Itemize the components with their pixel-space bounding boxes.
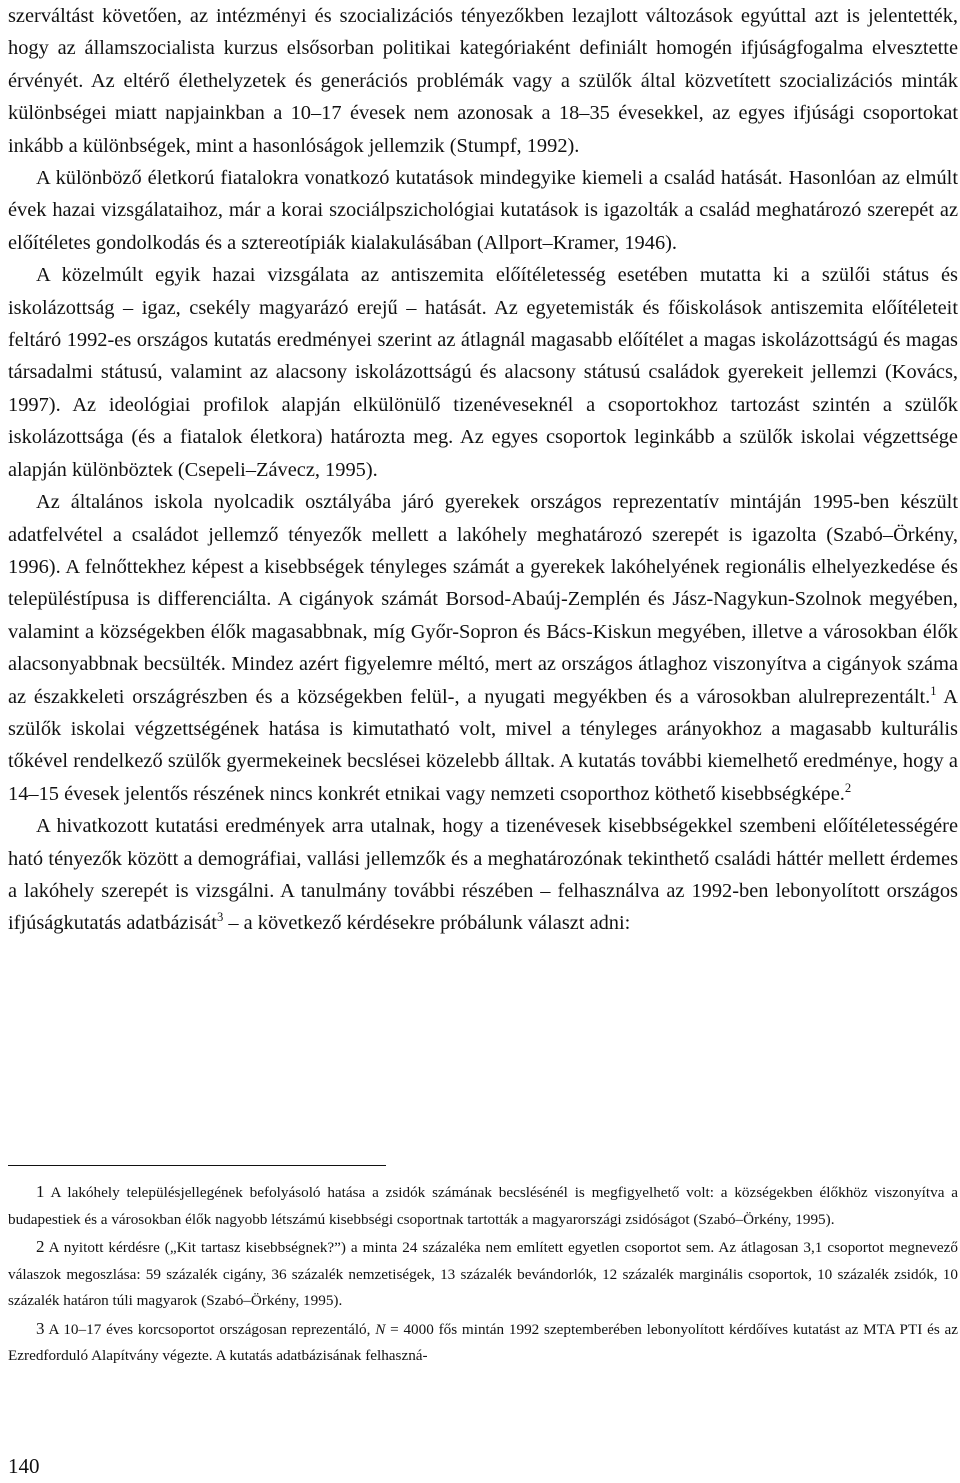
footnote-separator (8, 1165, 386, 1166)
footnote-text: A lakóhely településjellegének befolyásoló hatása a zsidók számának becslésénél is megfigyelhető volt: a községekben élőkhöz viszonyítva a budapestiek és a városokban élők nagyobb létszámú kisebbségi csoportnak tartották a magyarországi zsidóságot (Szabó–Örkény, 1995). (8, 1184, 958, 1228)
paragraph (8, 486, 958, 810)
footnote-number: 1 (36, 1182, 45, 1201)
page-number: 140 (8, 1454, 40, 1478)
paragraph-text: A különböző életkorú fiatalokra vonatkozó kutatások mindegyike kiemeli a család hatását. Hasonlóan az elmúlt évek hazai vizsgálataihoz, már a korai szociálpszichológiai kutatások is igazolták a család meghatározó szerepét az előítéletes gondolkodás és a sztereotípiák kialakulásában (Allport–Kramer, 1946). (8, 167, 958, 254)
footnotes (8, 1179, 958, 1371)
paragraph-text: – a következő kérdésekre próbálunk választ adni: (223, 912, 631, 935)
footnote (8, 1234, 958, 1315)
paragraph-text: A közelmúlt egyik hazai vizsgálata az antiszemita előítéletesség esetében mutatta ki a szülői státus és iskolázottság – igaz, csekély magyarázó erejű – hatását. Az egyetemisták és főiskolások antiszemita előítéleteit feltáró 1992-es országos kutatás eredményei szerint az átlagnál magasabb előítélet a magas iskolázottságú és magas társadalmi státusú, valamint az alacsony iskolázottságú és alacsony státusú családok gyerekeit jellemzi (Kovács, 1997). Az ideológiai profilok alapján elkülönülő tizenéveseknél a csoportokhoz tartozást szintén a szülők iskolázottsága (és a fiatalok életkora) határozta meg. Az egyes csoportok leginkább a szülők iskolai végzettsége alapján különböztek (Csepeli–Závecz, 1995). (8, 264, 958, 481)
footnote-italic: N (375, 1320, 386, 1338)
footnote-text: A 10–17 éves korcsoportot országosan reprezentáló, (48, 1320, 376, 1338)
paragraph (8, 259, 958, 486)
paragraph (8, 0, 958, 162)
footnote-text: A nyitott kérdésre („Kit tartasz kisebbségnek?”) a minta 24 százaléka nem említett egyetlen csoportot sem. Az átlagosan 3,1 csoportot megnevező válaszok megoszlása: 59 százalék cigány, 36 százalék nemzetiségek, 13 százalék bevándorlók, 12 százalék marginális csoportok, 10 százalék zsidók, 10 százalék határon túli magyarok (Szabó–Örkény, 1995). (8, 1239, 958, 1309)
paragraph (8, 810, 958, 940)
body-text (8, 0, 958, 940)
paragraph-text: Az általános iskola nyolcadik osztályába járó gyerekek országos reprezentatív mintáján 1995-ben készült adatfelvétel a családot jellemző tényezők mellett a lakóhely meghatározó szerepét is igazolta (Szabó–Örkény, 1996). A felnőttekhez képest a kisebbségek tényleges számát a gyerekek lakóhelyének regionális elhelyezkedése és településtípusa is differenciálta. A cigányok számát Borsod-Abaúj-Zemplén és Jász-Nagykun-Szolnok megyében, valamint a községekben élők magasabbnak, míg Győr-Sopron és Bács-Kiskun megyében, illetve a városokban élők alacsonyabbnak becsülték. Mindez azért figyelemre méltó, mert az országos átlaghoz viszonyítva a cigányok száma az északkeleti országrészben és a községekben felül-, a nyugati megyékben és a városokban alulreprezentált. (8, 491, 958, 708)
paragraph-text: A szülők iskolai végzettségének hatása is kimutatható volt, mivel a tényleges arányokhoz a magasabb kulturális tőkével rendelkező szülők gyermekeinek becslései közelebb álltak. A kutatás további kiemelhető eredménye, hogy a 14–15 évesek jelentős részének nincs konkrét etnikai vagy nemzeti csoporthoz köthető kisebbségképe. (8, 685, 958, 805)
footnote-ref: 1 (930, 683, 937, 698)
footnote-ref: 2 (844, 780, 852, 795)
footnote (8, 1316, 958, 1370)
paragraph-text: A hivatkozott kutatási eredmények arra utalnak, hogy a tizenévesek kisebbségekkel szembeni előítéletességére ható tényezők között a demográfiai, vallási jellemzők és a meghatározónak tekinthető családi háttér mellett érdemes a lakóhely szerepét is vizsgálni. A tanulmány további részében – felhasználva az 1992-ben lebonyolított országos ifjúságkutatás adatbázisát (8, 815, 958, 935)
footnote-number: 3 (36, 1318, 45, 1338)
paragraph (8, 162, 958, 259)
footnote-text: = 4000 fős mintán 1992 szeptemberében lebonyolított kérdőíves kutatást az MTA PTI és az Ezredforduló Alapítvány végezte. A kutatás adatbázisának felhaszná- (8, 1320, 958, 1364)
footnote-number: 2 (36, 1237, 45, 1256)
paragraph-text: szerváltást követően, az intézményi és szocializációs tényezőkben lezajlott változások egyúttal azt is jelentették, hogy az államszocialista kurzus elsősorban politikai kategóriaként definiált homogén ifjúságfogalma elvesztette érvényét. Az eltérő élethelyzetek és generációs problémák vagy a szülők által közvetített szocializációs minták különbségei miatt napjainkban a 10–17 évesek nem azonosak a 18–35 évesekkel, az egyes ifjúsági csoportokat inkább a különbségek, mint a hasonlóságok jellemzik (Stumpf, 1992). (8, 5, 958, 157)
footnote (8, 1179, 958, 1233)
page (8, 0, 958, 940)
footnote-ref: 3 (216, 910, 224, 925)
